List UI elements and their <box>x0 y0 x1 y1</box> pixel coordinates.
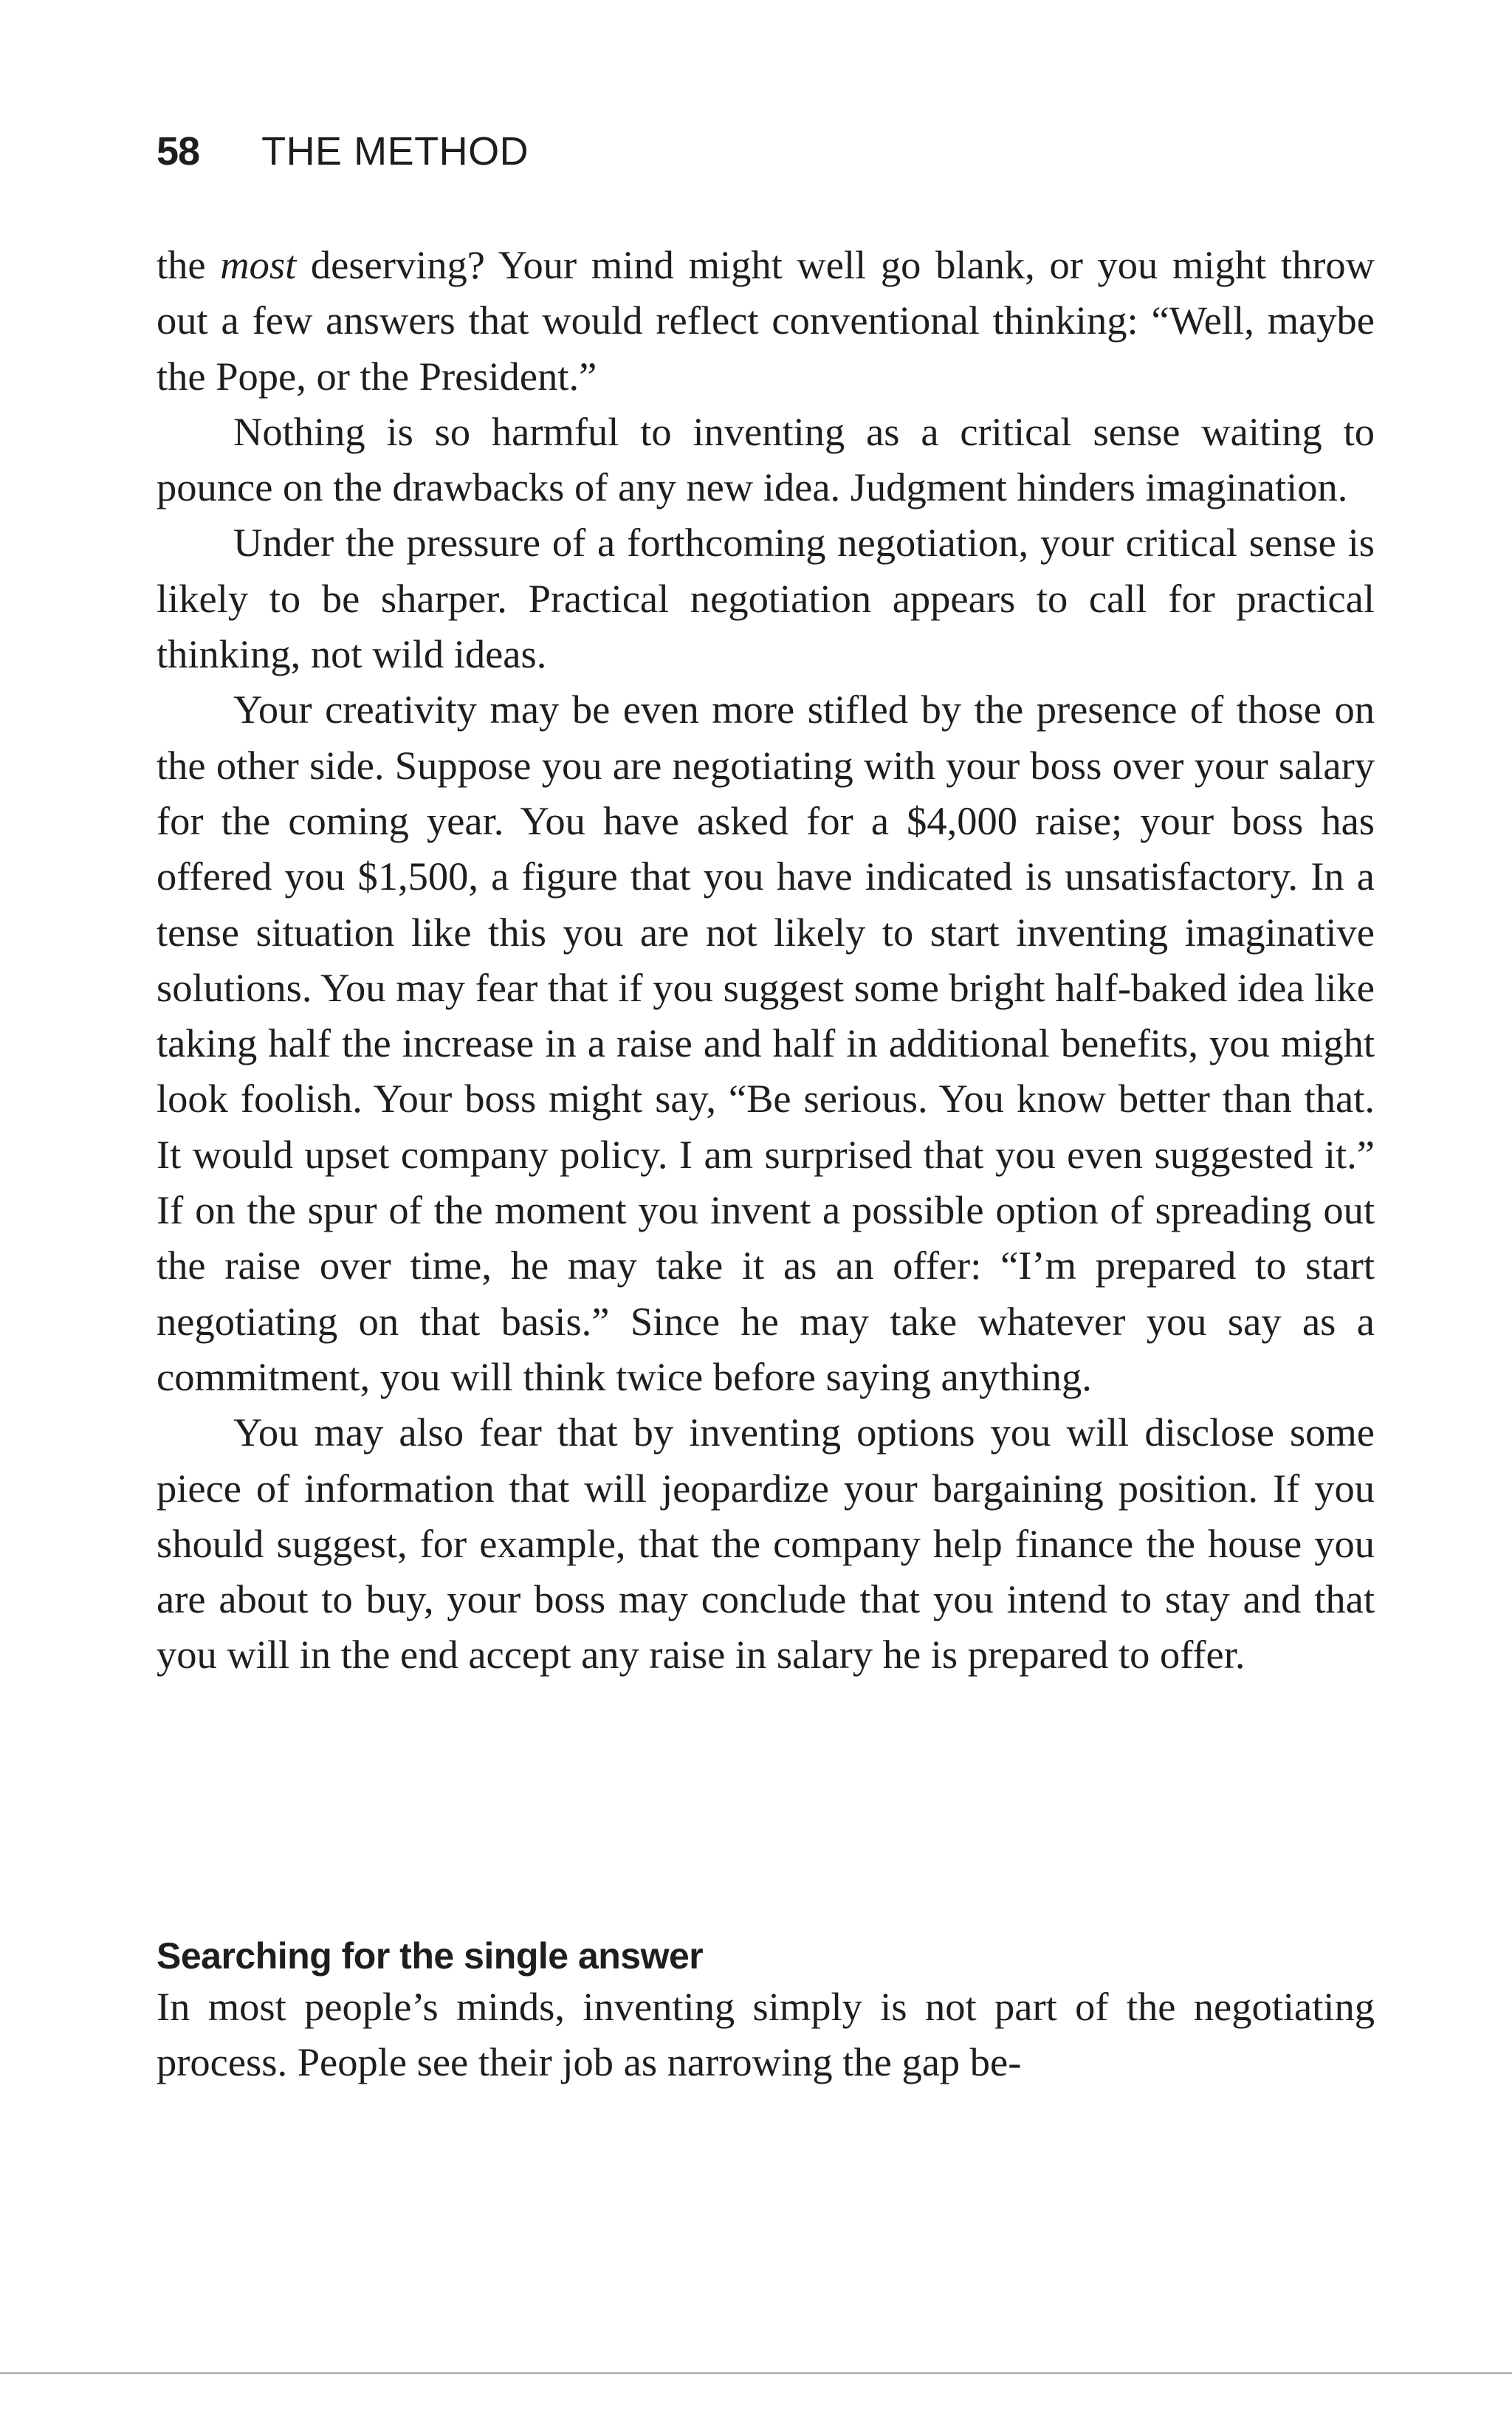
paragraph: You may also fear that by inventing options you will disclose some piece of information that will jeopardize your bargaining position. If you should suggest, for example, that the company help finance the house you are about to buy, your boss may conclude that you intend to stay and that you will in the end accept any raise in salary he is prepared to offer. <box>157 1410 1375 1678</box>
running-head <box>157 126 529 177</box>
page-number: 58 <box>157 129 200 174</box>
running-title: THE METHOD <box>261 129 529 174</box>
paragraph-text-start: the <box>157 242 221 287</box>
continued-paragraph <box>157 237 1375 404</box>
paragraph: Under the pressure of a forthcoming negotiation, your critical sense is likely to be sharper. Practical negotiation appears to call for practical thinking, not wild ideas. <box>157 520 1375 677</box>
body-text <box>157 237 1375 1683</box>
section-heading: Searching for the single answer <box>157 1935 704 1977</box>
paragraph: Your creativity may be even more stifled by the presence of those on the other side. Suppose you are negotiating with your boss over your salary for the coming year. You have asked for a $4,000 raise; your boss has offered you $1,500, a figure that you have indicated is unsatisfactory. In a tense situation like this you are not likely to start inventing imaginative solutions. You may fear that if you suggest some bright half-baked idea like taking half the increase in a raise and half in additional benefits, you might look foolish. Your boss might say, “Be serious. You know better than that. It would upset company policy. I am surprised that you even suggested it.” If on the spur of the moment you invent a possible option of spreading out the raise over time, he may take it as an offer: “I’m prepared to start negotiating on that basis.” Since he may take whatever you say as a commitment, you will think twice before saying anything. <box>157 687 1375 1399</box>
scan-edge-line <box>0 2372 1512 2374</box>
section-paragraph: In most people’s minds, inventing simply is not part of the negotiating process. People see their job as narrowing the gap be- <box>157 1984 1375 2085</box>
paragraph: Nothing is so harmful to inventing as a critical sense waiting to pounce on the drawbacks of any new idea. Judgment hinders imagination. <box>157 408 1375 510</box>
section-body-text <box>157 1979 1375 2090</box>
emphasized-word: most <box>220 242 297 287</box>
paragraph-text-rest: deserving? Your mind might well go blank, or you might throw out a few answers that would reflect conventional thinking: “Well, maybe the Pope, or the President.” <box>157 242 1375 399</box>
